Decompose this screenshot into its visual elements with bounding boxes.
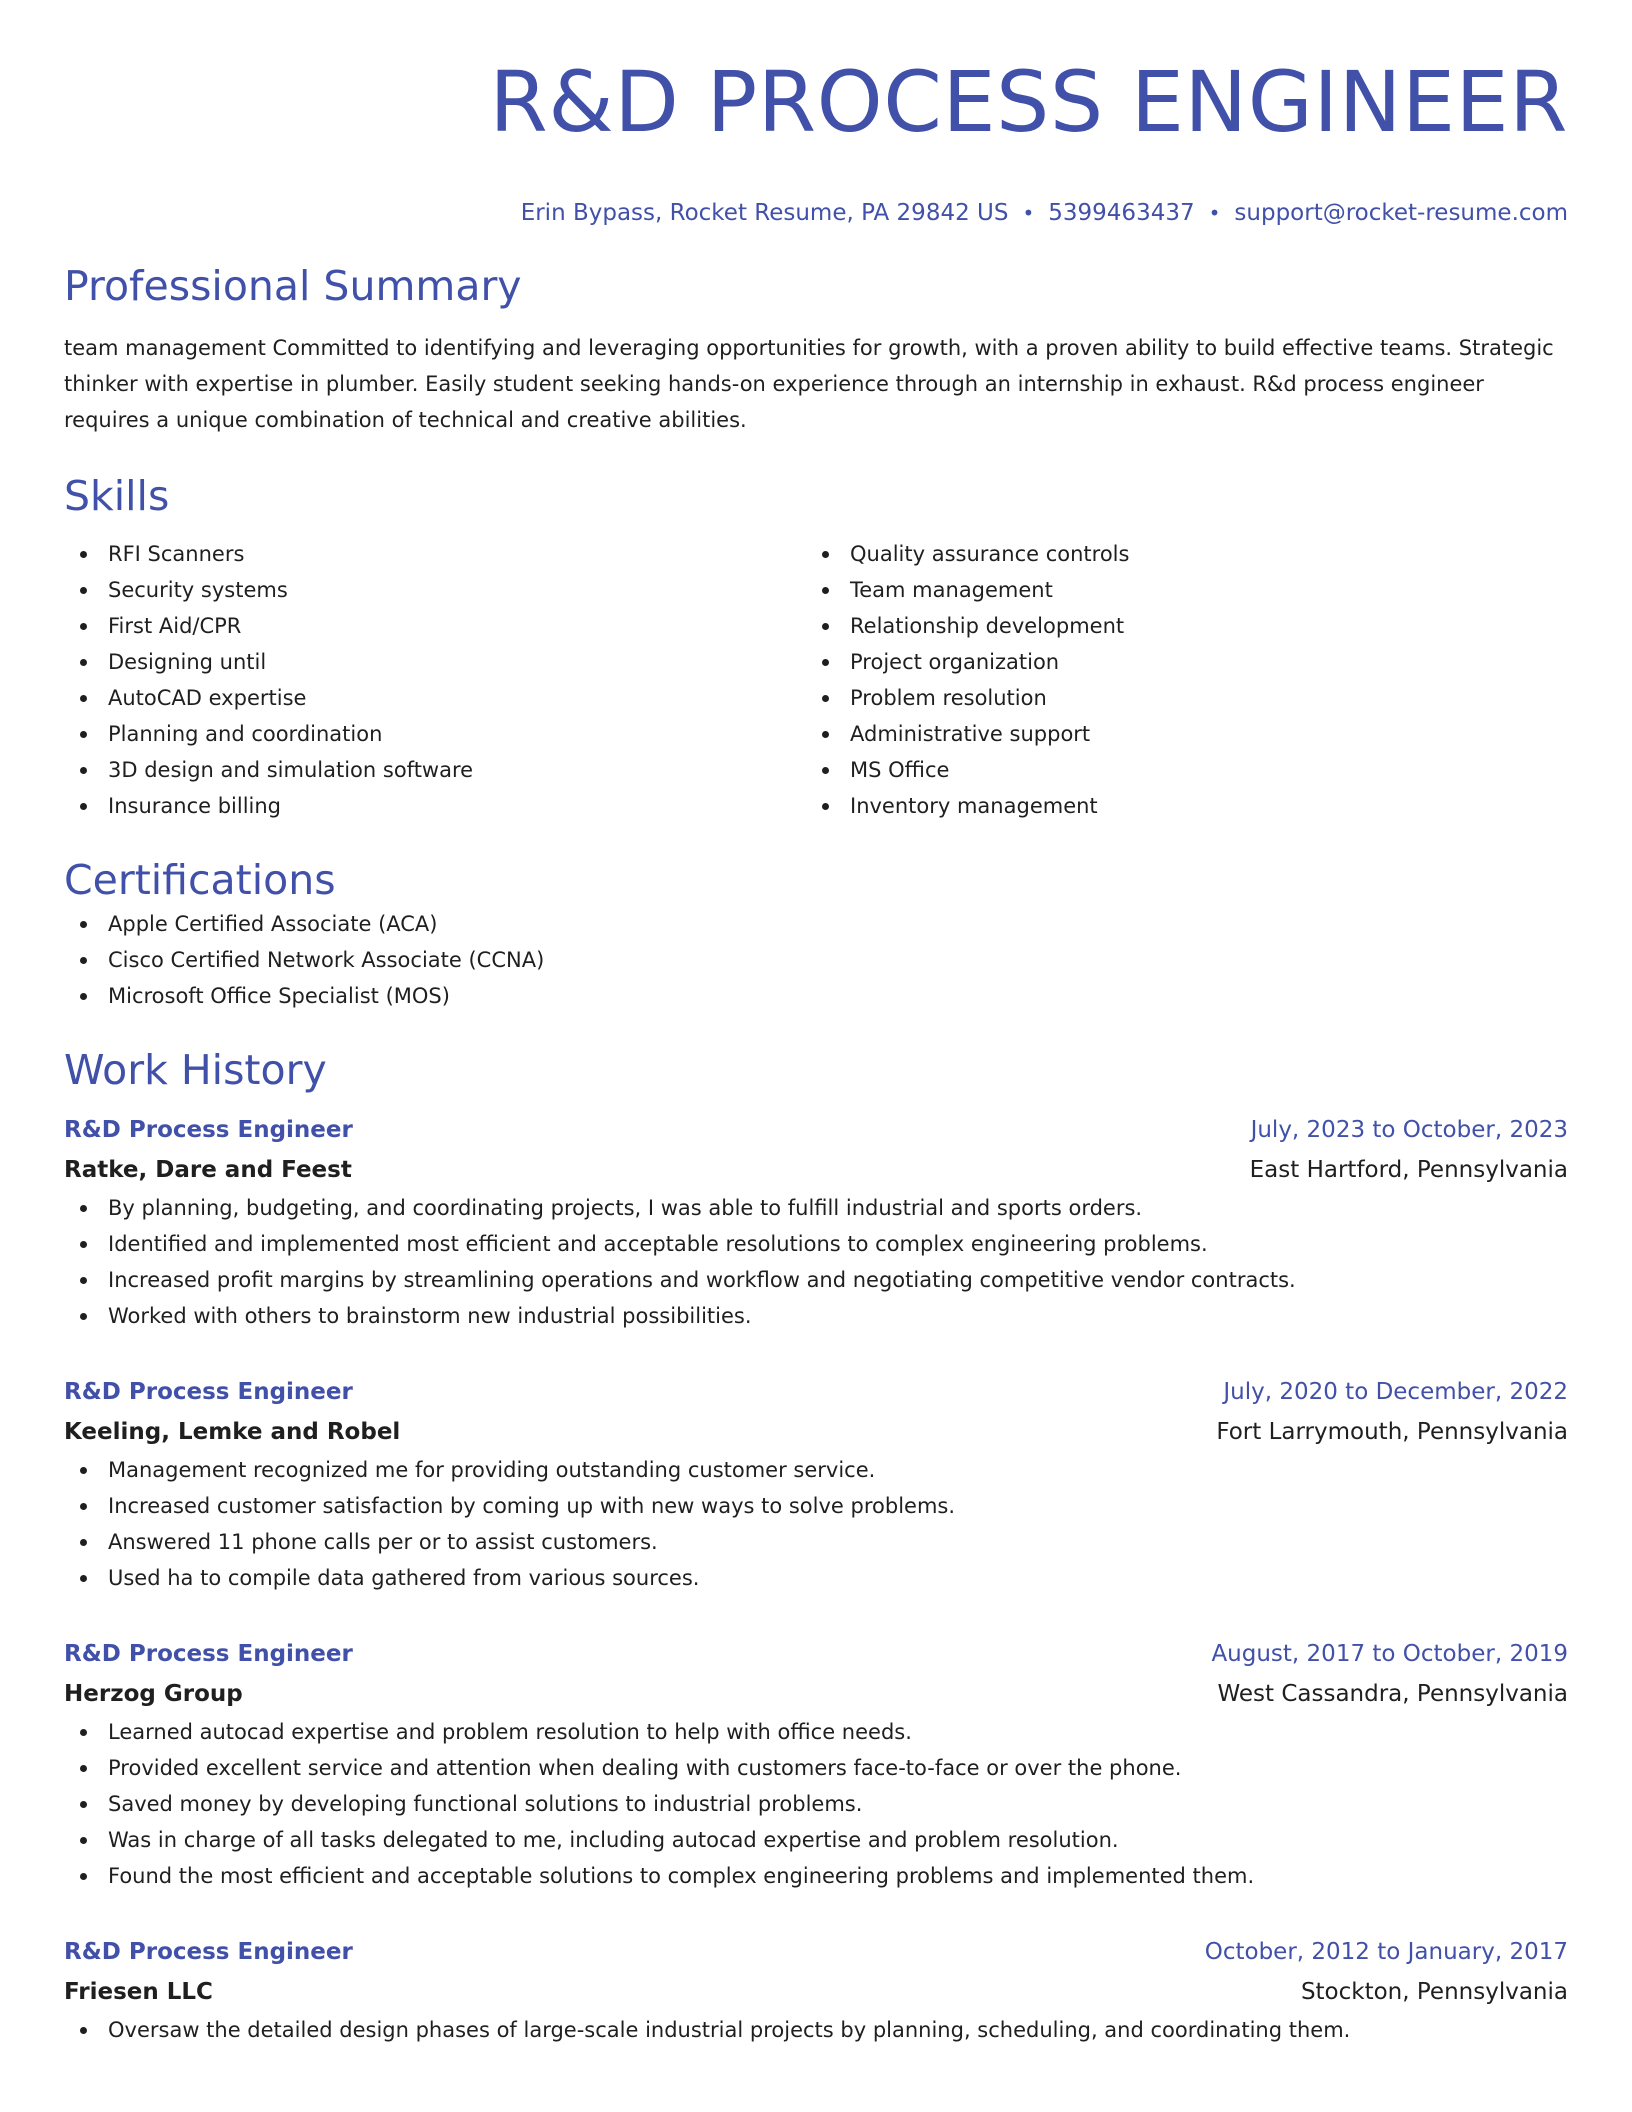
resume-header (64, 0, 1568, 228)
job-company-row (64, 1972, 1568, 2012)
certifications-list (64, 906, 1568, 1014)
certifications-section (64, 854, 1568, 1014)
job-bullet: By planning, budgeting, and coordinating projects, I was able to fulfill industrial and sports orders. (64, 1190, 1568, 1226)
job-entry (64, 1110, 1568, 1334)
job-bullet: Oversaw the detailed design phases of large-scale industrial projects by planning, scheduling, and coordinating them. (64, 2012, 1568, 2048)
job-company: Keeling, Lemke and Robel (64, 1419, 401, 1445)
job-company: Ratke, Dare and Feest (64, 1157, 352, 1183)
job-bullet: Learned autocad expertise and problem resolution to help with office needs. (64, 1714, 1568, 1750)
job-company-row (64, 1150, 1568, 1190)
job-bullet: Found the most efficient and acceptable solutions to complex engineering problems and implemented them. (64, 1858, 1568, 1894)
job-title: R&D Process Engineer (64, 1939, 353, 1965)
summary-heading: Professional Summary (64, 262, 522, 310)
skill-item: Planning and coordination (64, 716, 806, 752)
job-title: R&D Process Engineer (64, 1117, 353, 1143)
job-bullet: Saved money by developing functional solutions to industrial problems. (64, 1786, 1568, 1822)
job-bullet: Increased profit margins by streamlining operations and workflow and negotiating competitive vendor contracts. (64, 1262, 1568, 1298)
skill-item: Insurance billing (64, 788, 806, 824)
skill-item: Quality assurance controls (806, 536, 1568, 572)
job-entry (64, 1372, 1568, 1596)
skills-list-right (806, 536, 1568, 824)
summary-section (64, 260, 1568, 438)
skill-item: MS Office (806, 752, 1568, 788)
job-bullets (64, 1190, 1568, 1334)
certification-item: Apple Certified Associate (ACA) (64, 906, 1568, 942)
job-title-row (64, 1634, 1568, 1674)
job-dates: October, 2012 to January, 2017 (1204, 1939, 1568, 1965)
skill-item: First Aid/CPR (64, 608, 806, 644)
skills-list-left (64, 536, 806, 824)
job-title: R&D Process Engineer (64, 1641, 353, 1667)
skill-item: Inventory management (806, 788, 1568, 824)
skill-item: AutoCAD expertise (64, 680, 806, 716)
skills-grid (64, 536, 1568, 824)
job-title: R&D Process Engineer (64, 1379, 353, 1405)
page-title: R&D PROCESS ENGINEER (489, 53, 1568, 151)
job-dates: August, 2017 to October, 2019 (1211, 1641, 1568, 1667)
job-location: Fort Larrymouth, Pennsylvania (1216, 1419, 1568, 1445)
job-location: East Hartford, Pennsylvania (1249, 1157, 1568, 1183)
job-title-row (64, 1110, 1568, 1150)
job-bullet: Management recognized me for providing outstanding customer service. (64, 1452, 1568, 1488)
job-bullet: Answered 11 phone calls per or to assist customers. (64, 1524, 1568, 1560)
job-bullets (64, 1452, 1568, 1596)
skills-heading: Skills (64, 472, 170, 520)
job-company-row (64, 1412, 1568, 1452)
skill-item: Security systems (64, 572, 806, 608)
skill-item: Relationship development (806, 608, 1568, 644)
contact-line (64, 198, 1568, 228)
job-bullet: Worked with others to brainstorm new industrial possibilities. (64, 1298, 1568, 1334)
skill-item: Project organization (806, 644, 1568, 680)
skill-item: Problem resolution (806, 680, 1568, 716)
certifications-heading: Certifications (64, 856, 336, 904)
job-bullets (64, 1714, 1568, 1894)
skills-section (64, 470, 1568, 824)
skill-item: Team management (806, 572, 1568, 608)
job-title-row (64, 1932, 1568, 1972)
job-bullet: Provided excellent service and attention when dealing with customers face-to-face or over the phone. (64, 1750, 1568, 1786)
job-location: West Cassandra, Pennsylvania (1217, 1681, 1568, 1707)
job-bullet: Identified and implemented most efficient and acceptable resolutions to complex engineering problems. (64, 1226, 1568, 1262)
contact-email[interactable]: support@rocket-resume.com (1234, 200, 1568, 226)
job-dates: July, 2023 to October, 2023 (1250, 1117, 1568, 1143)
job-bullet: Used ha to compile data gathered from various sources. (64, 1560, 1568, 1596)
job-bullet: Was in charge of all tasks delegated to me, including autocad expertise and problem resolution. (64, 1822, 1568, 1858)
contact-address: Erin Bypass, Rocket Resume, PA 29842 US (520, 200, 1009, 226)
contact-separator: • (1022, 201, 1035, 225)
contact-phone: 5399463437 (1048, 200, 1195, 226)
certification-item: Cisco Certified Network Associate (CCNA) (64, 942, 1568, 978)
skill-item: 3D design and simulation software (64, 752, 806, 788)
contact-separator: • (1208, 201, 1221, 225)
job-company-row (64, 1674, 1568, 1714)
job-bullet: Increased customer satisfaction by coming up with new ways to solve problems. (64, 1488, 1568, 1524)
skill-item: Designing until (64, 644, 806, 680)
certification-item: Microsoft Office Specialist (MOS) (64, 978, 1568, 1014)
skill-item: Administrative support (806, 716, 1568, 752)
work-history-section (64, 1044, 1568, 2048)
job-location: Stockton, Pennsylvania (1300, 1979, 1568, 2005)
job-title-row (64, 1372, 1568, 1412)
job-entry (64, 1634, 1568, 1894)
job-entry (64, 1932, 1568, 2048)
job-bullets (64, 2012, 1568, 2048)
summary-text: team management Committed to identifying and leveraging opportunities for growth, with a proven ability to build effective teams. Strategic thinker with expertise in plumber. Easily student seeking hands-on experience through an internship in exhaust. R&d process engineer requires a unique combination of technical and creative abilities. (64, 336, 1554, 432)
job-company: Herzog Group (64, 1681, 243, 1707)
job-company: Friesen LLC (64, 1979, 213, 2005)
job-dates: July, 2020 to December, 2022 (1223, 1379, 1568, 1405)
work-history-heading: Work History (64, 1046, 327, 1094)
skill-item: RFI Scanners (64, 536, 806, 572)
